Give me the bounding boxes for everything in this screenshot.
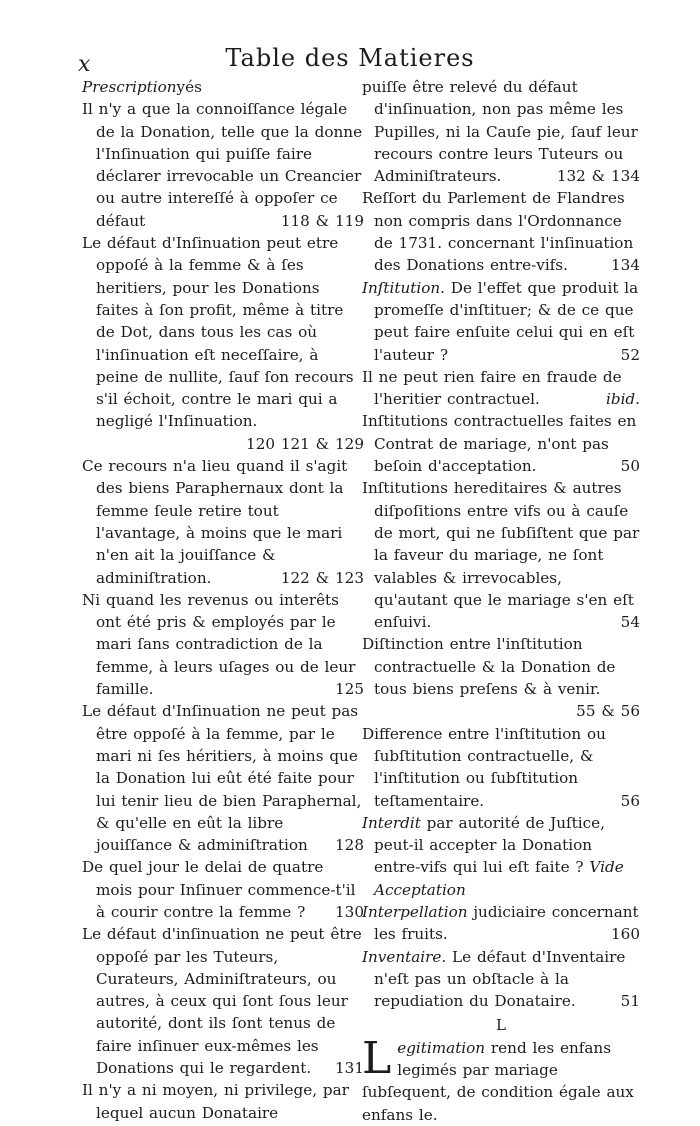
entry-headword: Inſtitution. <box>362 278 445 297</box>
entry-text: Le défaut d'Inſinuation peut etre oppoſé à la femme & à ſes heritiers, pour les Donations faites à ſon profit, même à titre de Dot, dans tous les cas où l'inſinuation eſt neceſſaire, à peine de nullite, ſauf ſon recours s'il échoit, contre le mari qui a negligé l'Inſinuation. <box>82 234 354 431</box>
page-reference: 55 & 56 <box>576 702 640 721</box>
entry-text: rend les enfans legimés par mariage ſubſequent, de condition égale aux enfans le. <box>362 1038 634 1124</box>
page-reference: 56 <box>620 791 640 810</box>
entry-headword: egitimation <box>397 1038 486 1057</box>
entry-text: Il n'y a ni moyen, ni privilege, par lequel aucun Donataire <box>82 1081 349 1122</box>
page-reference: 51 <box>620 992 640 1011</box>
entry-text: De l'effet que produit la promeſſe d'inſtituer; & de ce que peut faire enſuite celui qui en eſt l'auteur ? <box>374 278 639 364</box>
entry-headword: Interdit <box>362 813 421 832</box>
page-reference: ibid. <box>606 390 640 409</box>
page-reference: 132 & 134 <box>556 167 640 186</box>
left-column <box>82 76 364 1124</box>
index-entry <box>82 98 364 232</box>
index-entry <box>362 366 640 411</box>
entry-text: Reſſort du Parlement de Flandres non compris dans l'Ordonnance de 1731. concernant l'inſinuation des Donations entre-vifs. <box>362 189 634 275</box>
index-entry <box>362 946 640 1013</box>
entry-text: De quel jour le delai de quatre mois pour Inſinuer commence-t'il à courir contre la femme ? <box>82 858 356 921</box>
index-entry <box>362 410 640 477</box>
entry-text: Inſtitutions contractuelles faites en Contrat de mariage, n'ont pas beſoin d'acceptation. <box>362 412 637 476</box>
page-reference: 125 <box>335 680 364 699</box>
entry-headword: Interpellation <box>362 902 468 921</box>
entry-text: yés <box>176 78 202 96</box>
entry-text: Difference entre l'inſtitution ou ſubſtitution contractuelle, & l'inſtitution ou ſubſtitution teſtamentaire. <box>362 724 606 810</box>
entry-text: Ce recours n'a lieu quand il s'agit des biens Paraphernaux dont la femme ſeule retire tout l'avantage, à moins que le mari n'en ait la jouiſſance & adminiſtration. <box>82 457 348 587</box>
entry-text: Il n'y a que la connoiſſance légale de la Donation, telle que la donne l'Inſinuation qui puiſſe faire déclarer irrevocable un Creancier ou autre intereſſé à oppoſer ce défaut <box>82 100 363 230</box>
index-entry <box>362 812 640 901</box>
entry-text: Le défaut d'inſinuation ne peut être oppoſé par les Tuteurs, Curateurs, Adminiſtrateurs, ou autres, à ceux qui ſont ſous leur autorité, dont ils ſont tenus de faire inſinuer eux-mêmes les Donations qui le regardent. <box>82 925 362 1078</box>
index-entry <box>362 723 640 812</box>
section-letter: L <box>496 1016 506 1035</box>
page-reference: 50 <box>620 457 640 476</box>
entry-headword: Inventaire. <box>362 947 447 966</box>
index-entry <box>362 187 640 276</box>
entry-text: Ni quand les revenus ou interêts ont été pris & employés par le mari ſans contradiction de la femme, à leurs uſages ou de leur famille. <box>82 590 356 699</box>
index-entry <box>82 589 364 700</box>
right-entries <box>362 76 640 1012</box>
page-reference: 131 <box>335 1059 364 1078</box>
cross-reference: Vide Acceptation <box>374 858 624 899</box>
index-entry <box>82 455 364 589</box>
entry-headword: Prescription <box>82 78 177 96</box>
index-entry-legitimation <box>362 1032 640 1126</box>
page-reference: 120 121 & 129 <box>246 434 364 453</box>
page-number: x <box>78 52 91 77</box>
entry-text: Le défaut d'Inventaire n'eſt pas un obſtacle à la repudiation du Donataire. <box>374 947 626 1011</box>
index-entry <box>82 76 364 98</box>
entry-text: judiciaire concernant les fruits. <box>374 902 639 944</box>
index-entry <box>362 76 640 187</box>
index-entry <box>82 232 364 455</box>
page-reference: 128 <box>335 836 364 855</box>
page-reference: 122 & 123 <box>280 568 364 587</box>
page-reference: 134 <box>611 256 640 275</box>
page-reference: 52 <box>620 345 640 364</box>
page-reference: 54 <box>620 613 640 632</box>
entry-text: puiſſe être relevé du défaut d'inſinuation, non pas même les Pupilles, ni la Cauſe pie, ſauf leur recours contre leurs Tuteurs ou Adminiſtrateurs. <box>362 78 638 186</box>
entry-text: Il ne peut rien faire en fraude de l'heritier contractuel. <box>362 367 622 409</box>
entry-text: Le défaut d'Inſinuation ne peut pas être oppoſé à la femme, par le mari ni ſes héritiers, à moins que la Donation lui eût été faite pour lui tenir lieu de bien Paraphernal, & qu'elle en eût la libre jouiſſance & adminiſtration <box>82 702 362 855</box>
index-entry <box>82 856 364 923</box>
index-entry <box>82 923 364 1079</box>
index-entry <box>82 1079 364 1124</box>
page-reference: 160 <box>611 925 640 944</box>
index-entry <box>82 700 364 856</box>
entry-text: Inſtitutions hereditaires & autres diſpoſitions entre vifs ou à cauſe de mort, qui ne ſubſiſtent que par la faveur du mariage, ne ſont valables & irrevocables, qu'autant que le mariage s'en eſt enſuivi. <box>362 479 640 632</box>
page-reference: 130 <box>335 902 364 921</box>
index-entry <box>362 277 640 366</box>
entry-text: Diſtinction entre l'inſtitution contractuelle & la Donation de tous biens preſens & à venir. <box>362 635 616 699</box>
drop-cap: L <box>362 1032 392 1084</box>
index-entry <box>362 633 640 722</box>
entry-text: par autorité de Juſtice, peut-il accepter la Donation entre-vifs qui lui eſt faite ? <box>374 813 605 877</box>
right-column <box>362 76 640 1126</box>
index-entry <box>362 477 640 633</box>
page-title: Table des Matieres <box>225 44 475 72</box>
page-reference: 118 & 119 <box>280 211 364 230</box>
index-entry <box>362 901 640 946</box>
